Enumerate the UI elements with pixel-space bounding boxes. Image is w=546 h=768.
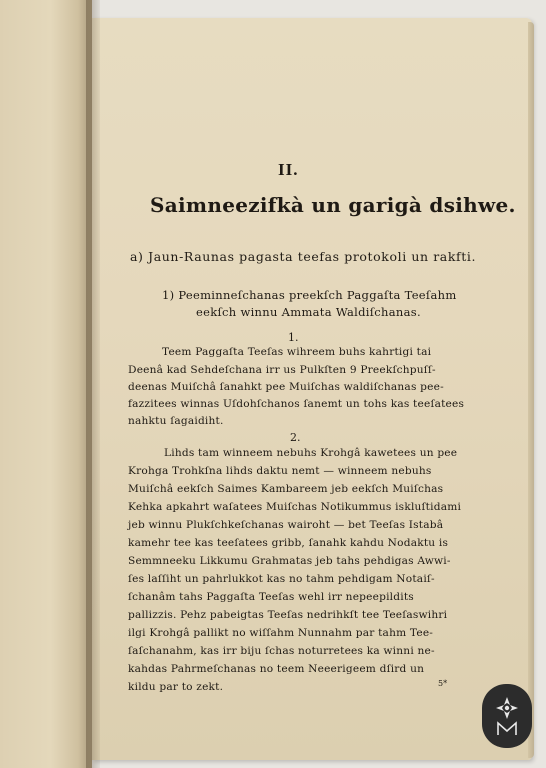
para1-line: nahktu ſagaidiht.: [128, 415, 224, 427]
para2-line: Kehka apkahrt waſatees Muiſchas Notikummus iskluſtidami: [128, 501, 462, 513]
page-edge: [528, 22, 534, 758]
para2-line: kildu par to zekt.: [128, 681, 224, 693]
para2-line: kahdas Pahrmeſchanas no teem Neeerigeem dſird un: [128, 663, 425, 675]
subsection-heading-line2: eekſch winnu Ammata Waldiſchanas.: [196, 305, 421, 319]
para1-line: fazzitees winnas Uſdohſchanos ſanemt un tohs kas teeſatees: [128, 398, 465, 410]
para2-line: ſaſchanahm, kas irr biju ſchas noturretees ka winni ne-: [128, 645, 435, 657]
para2-line: Krohga Trohkſna lihds daktu nemt — winneem nebuhs: [128, 465, 432, 477]
paragraph-number-2: 2.: [290, 431, 301, 444]
para1-line: Deenâ kad Sehdeſchana irr us Pulkſten 9 Preekſchpuſſ-: [128, 364, 436, 376]
left-page: [0, 0, 92, 768]
para2-line: Semmneeku Likkumu Grahmatas jeb tahs pehdigas Awwi-: [128, 555, 451, 567]
star-emblem-icon: [490, 693, 524, 739]
para2-line: Muiſchâ eekſch Saimes Kambareem jeb eekſch Muiſchas: [128, 483, 444, 495]
para2-line: ilgi Krohgâ pallikt no wiſſahm Nunnahm par tahm Tee-: [128, 627, 434, 639]
section-heading: a) Jaun-Raunas pagasta teefas protokoli un rakfti.: [130, 249, 477, 264]
para2-line: Lihds tam winneem nebuhs Krohgâ kawetees un pee: [164, 447, 458, 459]
book-gutter: [86, 0, 100, 768]
para2-line: kamehr tee kas teeſatees gribb, ſanahk kahdu Nodaktu is: [128, 537, 449, 549]
chapter-title: Saimneezifkà un garigà dsihwe.: [150, 193, 516, 217]
chapter-numeral: II.: [278, 160, 299, 179]
subsection-heading-line1: 1) Peeminneſchanas preekſch Paggaſta Teeſahm: [162, 288, 457, 302]
para2-line: pallizzis. Pehz pabeigtas Teeſas nedrihkſt tee Teeſaswihri: [128, 609, 448, 621]
para2-line: ſchanâm tahs Paggaſta Teeſas wehl irr nepeepildits: [128, 591, 414, 603]
para2-line: ſes laſſiht un pahrlukkot kas no tahm pehdigam Notaiſ-: [128, 573, 435, 585]
para2-line: jeb winnu Plukſchkeſchanas wairoht — bet Teeſas Istabâ: [128, 519, 444, 531]
watermark-logo: [482, 684, 532, 748]
para1-line: deenas Muiſchâ ſanahkt pee Muiſchas waldiſchanas pee-: [128, 381, 444, 393]
printer-signature-mark: 5*: [438, 679, 448, 688]
paragraph-number-1: 1.: [288, 331, 299, 344]
para1-line: Teem Paggaſta Teeſas wihreem buhs kahrtigi tai: [162, 346, 432, 358]
